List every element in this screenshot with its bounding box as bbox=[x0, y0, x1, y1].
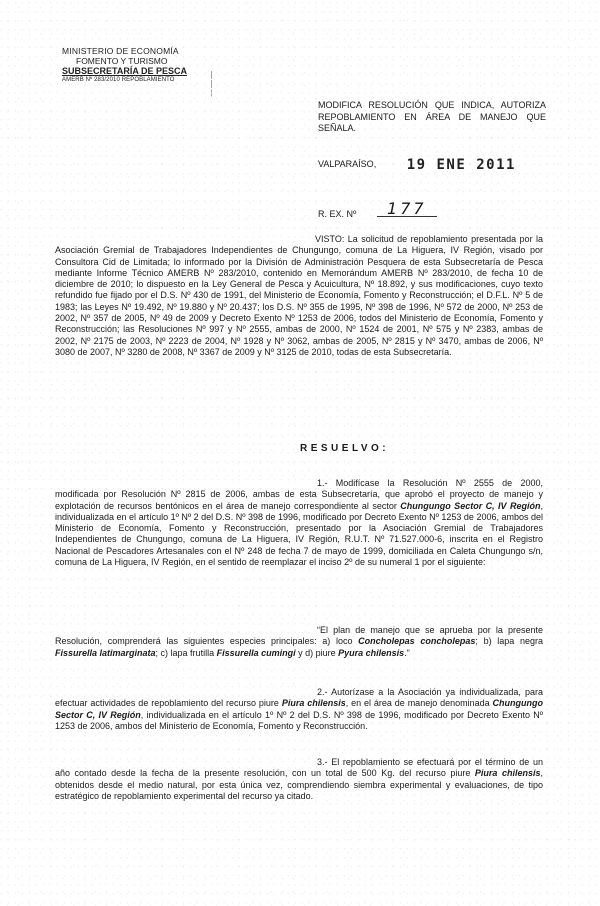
ministry-subline: FOMENTO Y TURISMO bbox=[76, 56, 168, 66]
article-3-text: 3.- El repoblamiento se efectuará por el término de un año contado desde la fecha de la presente resolución, con un total de 500 Kg. del recurso piure bbox=[55, 757, 543, 779]
article-2-text: , individualizada en el artículo 1º Nº 2 del D.S. Nº 398 de 1996, modificado por Decreto Exento Nº 1253 de 2006, ambos del Ministerio de Economía, Fomento y Reconstrucción. bbox=[55, 709, 543, 731]
article-2 bbox=[55, 687, 543, 732]
species-name: Concholepas concholepas bbox=[358, 636, 476, 647]
species-name: Pyura chilensis bbox=[338, 647, 405, 658]
reference-line: AMERB Nº 283/2010 REPOBLAMIENTO bbox=[62, 77, 175, 83]
quoted-paragraph bbox=[55, 625, 543, 659]
rex-label: R. EX. Nº bbox=[318, 209, 357, 219]
species-name: Piura chilensis bbox=[281, 698, 346, 709]
visto-paragraph: VISTO: La solicitud de repoblamiento presentada por la Asociación Gremial de Trabajadores Independientes de Chungungo, comuna de La Higuera, IV Región, visado por Consultora Cid de Limitada; lo informado por la División de Administración Pesquera de esta Subsecretaría de Pesca mediante Informe Técnico AMERB Nº 283/2010, contenido en Memorándum AMERB Nº 283/2010, de fecha 10 de diciembre de 2010; lo dispuesto en la Ley General de Pesca y Acuicultura, Nº 18.892, y sus modificaciones, cuyo texto refundido fue fijado por el D.S. Nº 430 de 1991, del Ministerio de Economía, Fomento y Reconstrucción; el D.F.L. Nº 5 de 1983; las Leyes Nº 19.492, Nº 19.880 y Nº 20.437; los D.S. Nº 355 de 1995, Nº 398 de 1996, Nº 572 de 2000, Nº 253 de 2002, Nº 357 de 2005, Nº 49 de 2009 y Decreto Exento Nº 1253 de 2006, todos del Ministerio de Economía, Fomento y Reconstrucción; las Resoluciones Nº 997 y Nº 2555, ambas de 2000, Nº 1524 de 2001, Nº 575 y Nº 2383, ambas de 2002, Nº 2175 de 2003, Nº 2223 de 2004, Nº 1928 y Nº 3062, ambas de 2005, Nº 2815 y Nº 3470, ambas de 2006, Nº 3080 de 2007, Nº 3280 de 2008, Nº 3367 de 2009 y Nº 3125 de 2010, todas de esta Subsecretaría. bbox=[55, 234, 543, 357]
quote-text: .” bbox=[404, 647, 410, 658]
article-1-text: 1.- Modifícase la Resolución Nº 2555 de 2000, modificada por Resolución Nº 2815 de 2006, ambas de esta Subsecretaría, que aprobó el proyecto de manejo y explotación de recursos bentónicos en el área de manejo correspondiente al sector bbox=[55, 478, 543, 511]
quote-text: ; b) lapa negra bbox=[475, 636, 543, 647]
margin-mark: | | ¦ bbox=[210, 70, 213, 97]
article-2-text: , en el área de manejo denominada bbox=[345, 698, 493, 709]
resuelvo-heading: RESUELVO: bbox=[300, 443, 390, 454]
area-name: Chungungo Sector C, IV Región bbox=[55, 698, 543, 720]
quote-text: ; c) lapa frutilla bbox=[155, 647, 217, 658]
area-name: Chungungo Sector C, IV Región bbox=[400, 500, 541, 511]
place-label: VALPARAÍSO, bbox=[318, 159, 377, 169]
quote-text: “El plan de manejo que se aprueba por la presente Resolución, comprenderá las siguientes especies principales: a) loco bbox=[55, 625, 543, 647]
species-name: Fissurella latimarginata bbox=[55, 647, 156, 658]
place-date bbox=[318, 155, 516, 171]
species-name: Fissurella cumingi bbox=[216, 647, 296, 658]
resolution-number bbox=[318, 199, 437, 220]
rex-number-handwritten: 177 bbox=[377, 202, 437, 217]
article-2-text: 2.- Autorízase a la Asociación ya individualizada, para efectuar actividades de repoblamiento del recurso piure bbox=[55, 687, 543, 709]
quote-text: y d) piure bbox=[295, 647, 339, 658]
subsecretaria-name: SUBSECRETARÍA DE PESCA bbox=[62, 66, 188, 76]
article-1-text-cont: , individualizada en el artículo 1º Nº 2 del D.S. Nº 398 de 1996, modificado por Decreto Exento Nº 1253 de 2006, ambos del Ministerio de Economía, Fomento y Reconstrucción, presentado por la Asociación Gremial de Trabajadores Independientes de Chungungo, comuna de La Higuera, IV Región, R.U.T. Nº 71.527.000-6, inscrita en el Registro Nacional de Pescadores Artesanales con el Nº 248 de fecha 7 de mayo de 1999, domiciliada en Caleta Chungungo s/n, comuna de La Higuera, IV Región, en el sentido de reemplazar el inciso 2º de su numeral 1 por el siguiente: bbox=[55, 500, 543, 568]
date-stamp: 19 ENE 2011 bbox=[406, 157, 516, 173]
article-3 bbox=[55, 757, 543, 802]
ministry-line: MINISTERIO DE ECONOMÍA bbox=[62, 46, 179, 56]
letterhead bbox=[62, 46, 187, 84]
article-1 bbox=[55, 478, 543, 568]
article-3-text: , obtenidos desde el medio natural, por esta única vez, comprendiendo siembra experimental y evaluaciones, de tipo estratégico de repoblamiento experimental del recurso ya citado. bbox=[55, 768, 544, 801]
subject-heading: MODIFICA RESOLUCIÓN QUE INDICA, AUTORIZA REPOBLAMIENTO EN ÁREA DE MANEJO QUE SEÑALA. bbox=[318, 100, 546, 133]
species-name: Piura chilensis bbox=[474, 768, 541, 779]
